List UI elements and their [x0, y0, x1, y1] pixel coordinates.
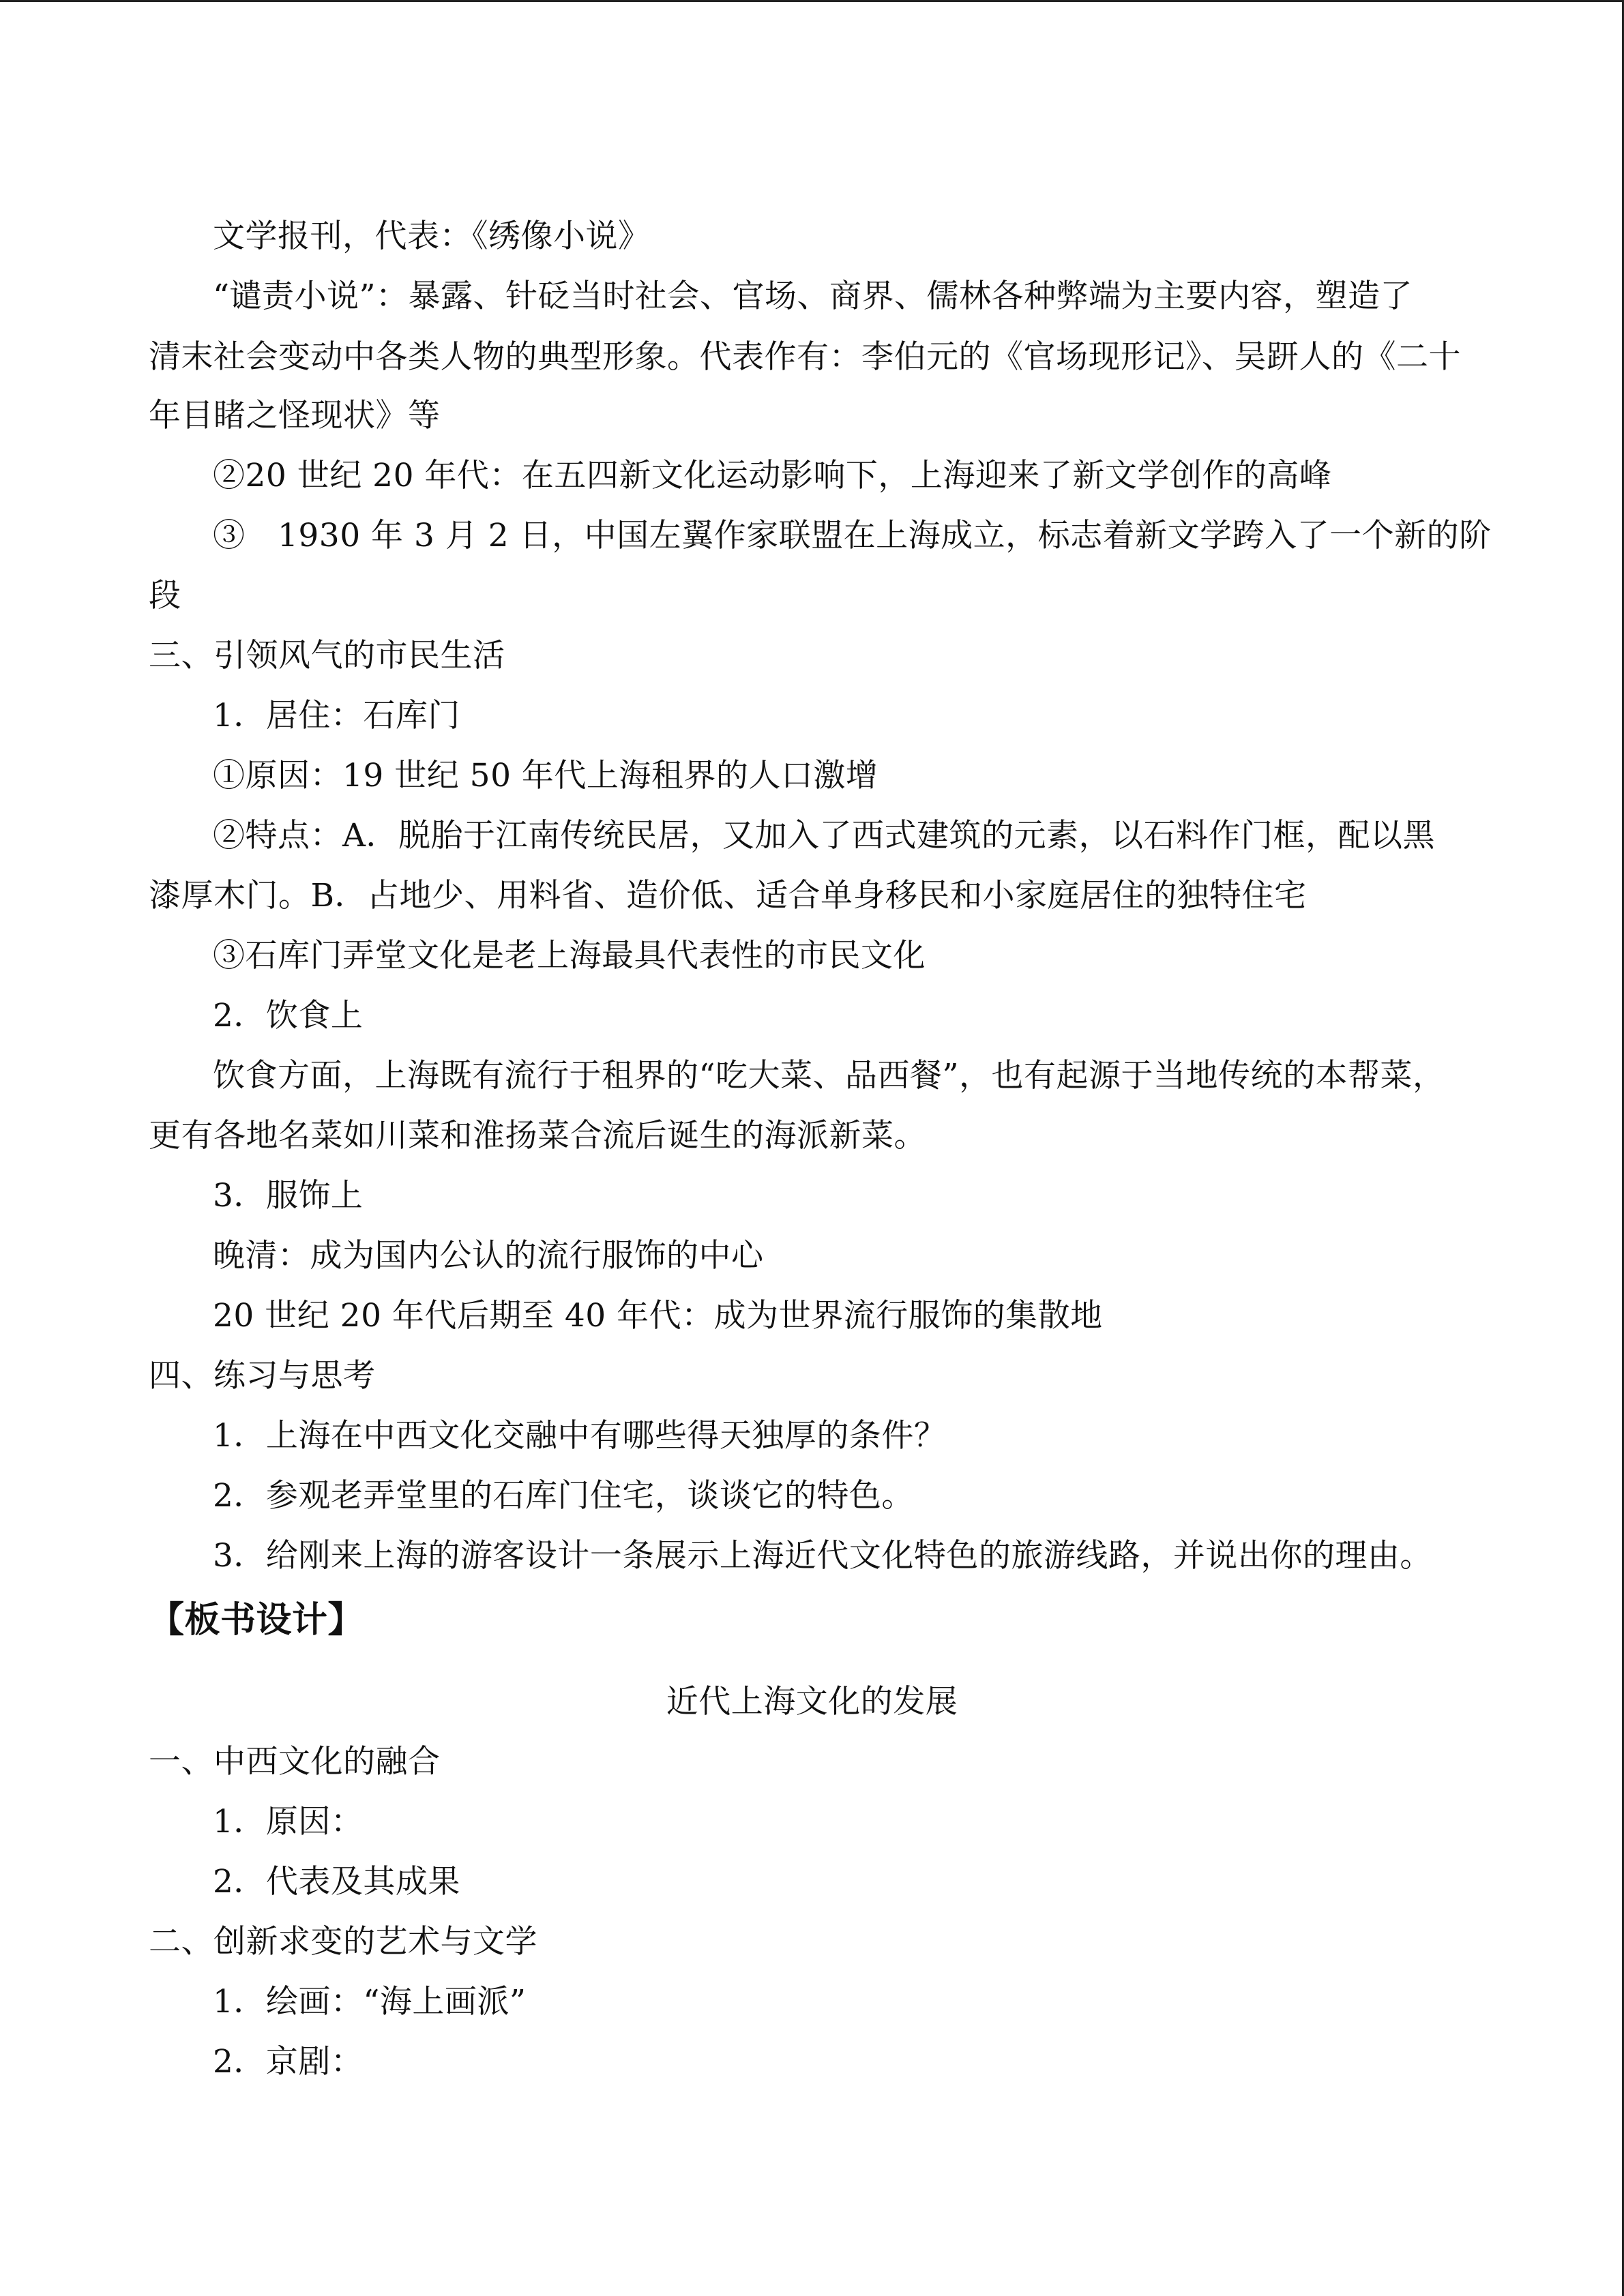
text-line: 20 世纪 20 年代后期至 40 年代：成为世界流行服饰的集散地 — [213, 1297, 1103, 1335]
question-item: 2．参观老弄堂里的石库门住宅，谈谈它的特色。 — [213, 1477, 914, 1515]
board-line: 一、中西文化的融合 — [149, 1743, 441, 1780]
text-line: ③ 1930 年 3 月 2 日，中国左翼作家联盟在上海成立，标志着新文学跨入了一个新的阶 — [213, 517, 1492, 554]
text-line: 清末社会变动中各类人物的典型形象。代表作有：李伯元的《官场现形记》、吴趼人的《二十 — [149, 338, 1461, 376]
text-line: ②特点：A．脱胎于江南传统民居，又加入了西式建筑的元素，以石料作门框，配以黑 — [213, 817, 1435, 854]
board-line: 2．代表及其成果 — [213, 1863, 460, 1900]
text-line: 年目睹之怪现状》等 — [149, 397, 441, 434]
section-heading: 三、引领风气的市民生活 — [149, 637, 505, 674]
text-line: 文学报刊，代表：《绣像小说》 — [213, 218, 651, 255]
board-line: 1．原因： — [213, 1803, 364, 1840]
text-line: 1．居住：石库门 — [213, 697, 460, 734]
board-line: 1．绘画：“海上画派” — [213, 1983, 527, 2021]
text-line: 2．饮食上 — [213, 997, 364, 1034]
text-line: “谴责小说”：暴露、针砭当时社会、官场、商界、儒林各种弊端为主要内容，塑造了 — [213, 278, 1413, 315]
text-line: 饮食方面，上海既有流行于租界的“吃大菜、品西餐”，也有起源于当地传统的本帮菜， — [213, 1057, 1445, 1094]
text-line: 更有各地名菜如川菜和淮扬菜合流后诞生的海派新菜。 — [149, 1117, 926, 1154]
board-line: 二、创新求变的艺术与文学 — [149, 1923, 537, 1960]
text-line: 段 — [149, 577, 181, 614]
board-design-heading: 【板书设计】 — [149, 1599, 364, 1641]
question-item: 3．给刚来上海的游客设计一条展示上海近代文化特色的旅游线路，并说出你的理由。 — [213, 1537, 1432, 1575]
board-title: 近代上海文化的发展 — [666, 1683, 958, 1720]
question-item: 1．上海在中西文化交融中有哪些得天独厚的条件？ — [213, 1417, 947, 1455]
text-line: 3．服饰上 — [213, 1177, 364, 1214]
text-line: ①原因：19 世纪 50 年代上海租界的人口激增 — [213, 757, 879, 794]
section-heading: 四、练习与思考 — [149, 1357, 376, 1395]
page-top-border — [0, 0, 1624, 2]
board-line: 2．京剧： — [213, 2043, 364, 2081]
text-line: 漆厚木门。B．占地少、用料省、造价低、适合单身移民和小家庭居住的独特住宅 — [149, 877, 1307, 914]
text-line: ②20 世纪 20 年代：在五四新文化运动影响下，上海迎来了新文学创作的高峰 — [213, 457, 1332, 494]
text-line: ③石库门弄堂文化是老上海最具代表性的市民文化 — [213, 937, 926, 974]
text-line: 晚清：成为国内公认的流行服饰的中心 — [213, 1237, 764, 1274]
